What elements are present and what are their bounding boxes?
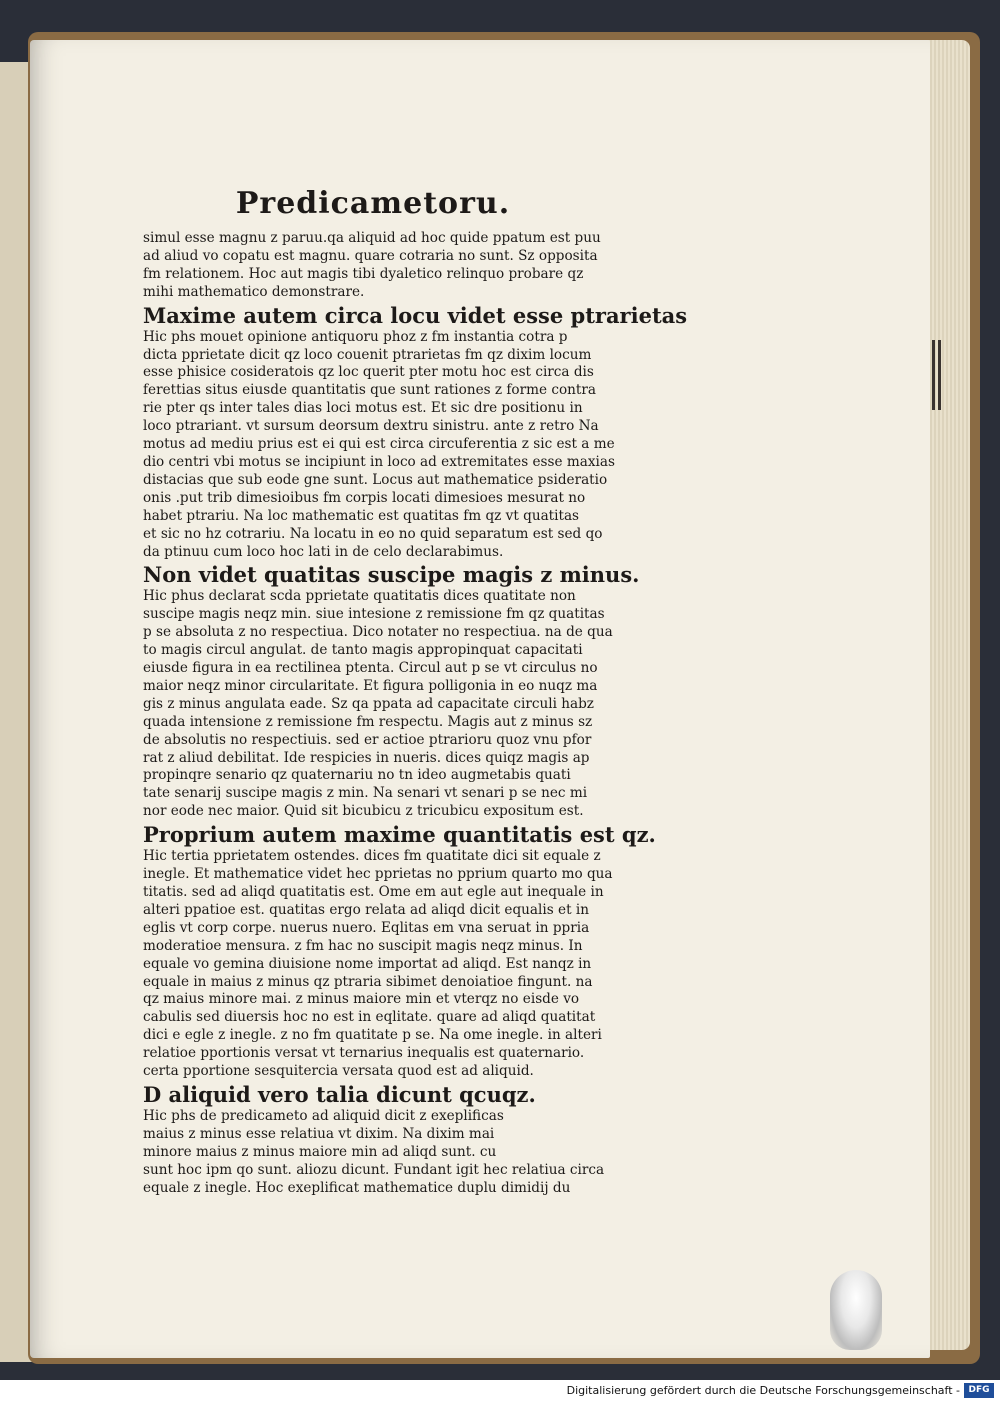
running-head: Predicametoru. xyxy=(235,186,511,221)
text-line: suscipe magis neqz min. siue intesione z remissione fm qz quatitas xyxy=(143,606,605,623)
text-line: nor eode nec maior. Quid sit bicubicu z tricubicu expositum est. xyxy=(143,803,584,820)
text-line: fm relationem. Hoc aut magis tibi dyaletico relinquo probare qz xyxy=(143,265,584,282)
text-line: eiusde figura in ea rectilinea ptenta. Circul aut p se vt circulus no xyxy=(143,660,598,677)
text-line: moderatioe mensura. z fm hac no suscipit magis neqz minus. In xyxy=(143,937,583,954)
text-line: distacias que sub eode gne sunt. Locus aut mathematice psideratio xyxy=(143,471,608,488)
text-line: tate senarij suscipe magis z min. Na senari vt senari p se nec mi xyxy=(143,785,588,802)
text-line: de absolutis no respectiuis. sed er actioe ptrarioru quoz vnu pfor xyxy=(143,731,592,748)
text-line: maius z minus esse relatiua vt dixim. Na dixim mai xyxy=(143,1125,495,1142)
funding-footer xyxy=(0,1380,1000,1402)
text-line: to magis circul angulat. de tanto magis appropinquat capacitati xyxy=(143,642,583,659)
text-line: equale in maius z minus qz ptraria sibimet denoiatioe fingunt. na xyxy=(143,973,593,990)
text-line: equale vo gemina diuisione nome importat ad aliqd. Est nanqz in xyxy=(143,955,592,972)
section-heading: Maxime autem circa locu videt esse ptrarietas xyxy=(143,302,688,328)
text-line: p se absoluta z no respectiua. Dico notater no respectiua. na de qua xyxy=(143,624,613,641)
printed-text-block xyxy=(143,184,688,1198)
text-line: titatis. sed ad aliqd quatitatis est. Ome em aut egle aut inequale in xyxy=(143,884,604,900)
text-line: Hic tertia pprietatem ostendes. dices fm quatitate dici sit equale z xyxy=(143,848,601,865)
section-1 xyxy=(143,302,688,562)
text-line: Hic phs de predicameto ad aliquid dicit z exeplificas xyxy=(143,1107,504,1124)
text-line: quada intensione z remissione fm respectu. Magis aut z minus sz xyxy=(143,713,593,730)
bleed-through-marks xyxy=(932,340,950,420)
text-line: propinqre senario qz quaternariu no tn ideo augmetabis quati xyxy=(143,767,571,784)
text-line: da ptinuu cum loco hoc lati in de celo declarabimus. xyxy=(143,543,504,560)
text-line: Hic phus declarat scda pprietate quatitatis dices quatitate non xyxy=(143,588,576,605)
text-line: dicta pprietate dicit qz loco couenit ptrarietas fm qz dixim locum xyxy=(143,346,592,363)
text-line: certa pportione sesquitercia versata quod est ad aliquid. xyxy=(143,1063,534,1080)
section-0 xyxy=(143,230,603,302)
text-line: rat z aliud debilitat. Ide respicies in nueris. dices quiqz magis ap xyxy=(143,749,590,766)
funding-credit: Digitalisierung gefördert durch die Deutsche Forschungsgemeinschaft - xyxy=(566,1384,960,1397)
text-line: relatioe pportionis versat vt ternarius inequalis est quaternario. xyxy=(143,1045,585,1062)
dfg-logo-icon: DFG xyxy=(964,1383,994,1398)
text-line: dio centri vbi motus se incipiunt in loco ad extremitates esse maxias xyxy=(143,453,615,470)
section-4 xyxy=(143,1082,603,1198)
text-line: loco ptrariant. vt sursum deorsum dextru sinistru. ante z retro Na xyxy=(143,418,599,435)
section-heading: D aliquid vero talia dicunt qcuqz. xyxy=(143,1081,536,1107)
section-2 xyxy=(143,562,640,821)
text-line: onis .put trib dimesioibus fm corpis locati dimesioes mesurat no xyxy=(143,489,586,506)
text-line: ferettias situs eiusde quantitatis que sunt rationes z forme contra xyxy=(143,382,596,399)
text-line: equale z inegle. Hoc exeplificat mathematice duplu dimidij du xyxy=(143,1179,571,1196)
text-line: gis z minus angulata eade. Sz qa ppata ad capacitate circuli habz xyxy=(143,695,594,712)
text-line: rie pter qs inter tales dias loci motus est. Et sic dre positionu in xyxy=(143,400,583,417)
text-line: maior neqz minor circularitate. Et figura polligonia in eo nuqz ma xyxy=(143,677,598,694)
text-line: sunt hoc ipm qo sunt. aliozu dicunt. Fundant igit hec relatiua circa xyxy=(143,1161,605,1178)
text-line: et sic no hz cotrariu. Na locatu in eo no quid separatum est sed qo xyxy=(143,525,603,542)
section-heading: Proprium autem maxime quantitatis est qz. xyxy=(143,822,656,848)
section-heading: Non videt quatitas suscipe magis z minus. xyxy=(143,562,640,588)
text-line: habet ptrariu. Na loc mathematic est quatitas fm qz vt quatitas xyxy=(143,507,580,524)
text-line: ad aliud vo copatu est magnu. quare cotraria no sunt. Sz opposita xyxy=(143,247,598,264)
text-line: cabulis sed diuersis hoc no est in eqlitate. quare ad aliqd quatitat xyxy=(143,1009,596,1026)
section-3 xyxy=(143,822,656,1081)
text-line: alteri ppatioe est. quatitas ergo relata ad aliqd dicit equalis et in xyxy=(143,901,589,918)
thumb-holding-page xyxy=(830,1270,882,1350)
text-line: motus ad mediu prius est ei qui est circa circuferentia z sic est a me xyxy=(143,436,615,453)
text-line: dici e egle z inegle. z no fm quatitate p se. Na ome inegle. in alteri xyxy=(143,1027,602,1044)
text-line: eglis vt corp corpe. nuerus nuero. Eqlitas em vna seruat in ppria xyxy=(143,919,590,936)
text-line: mihi mathematico demonstrare. xyxy=(143,283,365,300)
text-line: minore maius z minus maiore min ad aliqd sunt. cu xyxy=(143,1143,497,1160)
text-line: Hic phs mouet opinione antiquoru phoz z fm instantia cotra p xyxy=(143,328,568,345)
text-line: simul esse magnu z paruu.qa aliquid ad hoc quide ppatum est puu xyxy=(143,230,601,246)
text-line: inegle. Et mathematice videt hec pprietas no pprium quarto mo qua xyxy=(143,866,613,883)
text-line: esse phisice cosideratois qz loc querit pter motu hoc est circa dis xyxy=(143,364,594,381)
text-line: qz maius minore mai. z minus maiore min et vterqz no eisde vo xyxy=(143,991,580,1008)
